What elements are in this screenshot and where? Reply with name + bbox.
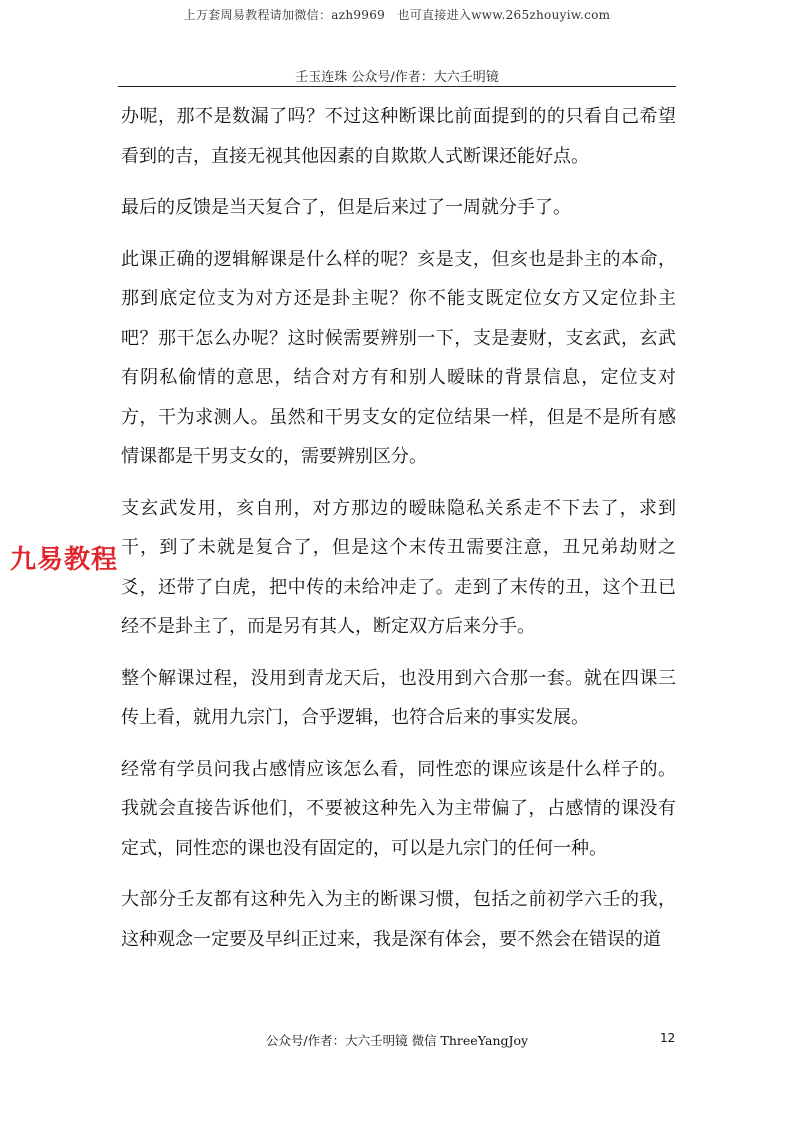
watermark-banner: 上万套周易教程请加微信：azh9969 也可直接进入www.265zhouyiw.com bbox=[183, 8, 611, 22]
page-footer: 公众号/作者：大六壬明镜 微信 ThreeYangJoy bbox=[265, 1033, 529, 1048]
running-header: 壬玉连珠 公众号/作者：大六壬明镜 bbox=[295, 70, 499, 85]
body-text bbox=[121, 97, 676, 971]
paragraph: 支玄武发用，亥自刑，对方那边的暧昧隐私关系走不下去了，求到干，到了未就是复合了，但是这个末传丑需要注意，丑兄弟劫财之爻，还带了白虎，把中传的未给冲走了。走到了末传的丑，这个丑已经不是卦主了，而是另有其人，断定双方后来分手。 bbox=[121, 497, 676, 637]
paragraph: 大部分壬友都有这种先入为主的断课习惯，包括之前初学六壬的我，这种观念一定要及早纠正过来，我是深有体会，要不然会在错误的道 bbox=[121, 889, 676, 950]
paragraph: 此课正确的逻辑解课是什么样的呢？亥是支，但亥也是卦主的本命，那到底定位支为对方还是卦主呢？你不能支既定位女方又定位卦主吧？那干怎么办呢？这时候需要辨别一下，支是妻财，支玄武，玄武有阴私偷情的意思，结合对方有和别人暧昧的背景信息，定位支对方，干为求测人。虽然和干男支女的定位结果一样，但是不是所有感情课都是干男支女的，需要辨别区分。 bbox=[121, 248, 676, 467]
watermark-stamp: 九易教程 bbox=[10, 545, 119, 575]
header-divider bbox=[118, 86, 676, 87]
paragraph: 整个解课过程，没用到青龙天后，也没用到六合那一套。就在四课三传上看，就用九宗门，合乎逻辑，也符合后来的事实发展。 bbox=[121, 667, 676, 728]
paragraph: 经常有学员问我占感情应该怎么看，同性恋的课应该是什么样子的。我就会直接告诉他们，不要被这种先入为主带偏了，占感情的课没有定式，同性恋的课也没有固定的，可以是九宗门的任何一种。 bbox=[121, 758, 676, 859]
page-number: 12 bbox=[660, 1031, 676, 1045]
paragraph: 办呢，那不是数漏了吗？不过这种断课比前面提到的的只看自己希望看到的吉，直接无视其他因素的自欺欺人式断课还能好点。 bbox=[121, 106, 676, 167]
paragraph: 最后的反馈是当天复合了，但是后来过了一周就分手了。 bbox=[121, 197, 571, 218]
